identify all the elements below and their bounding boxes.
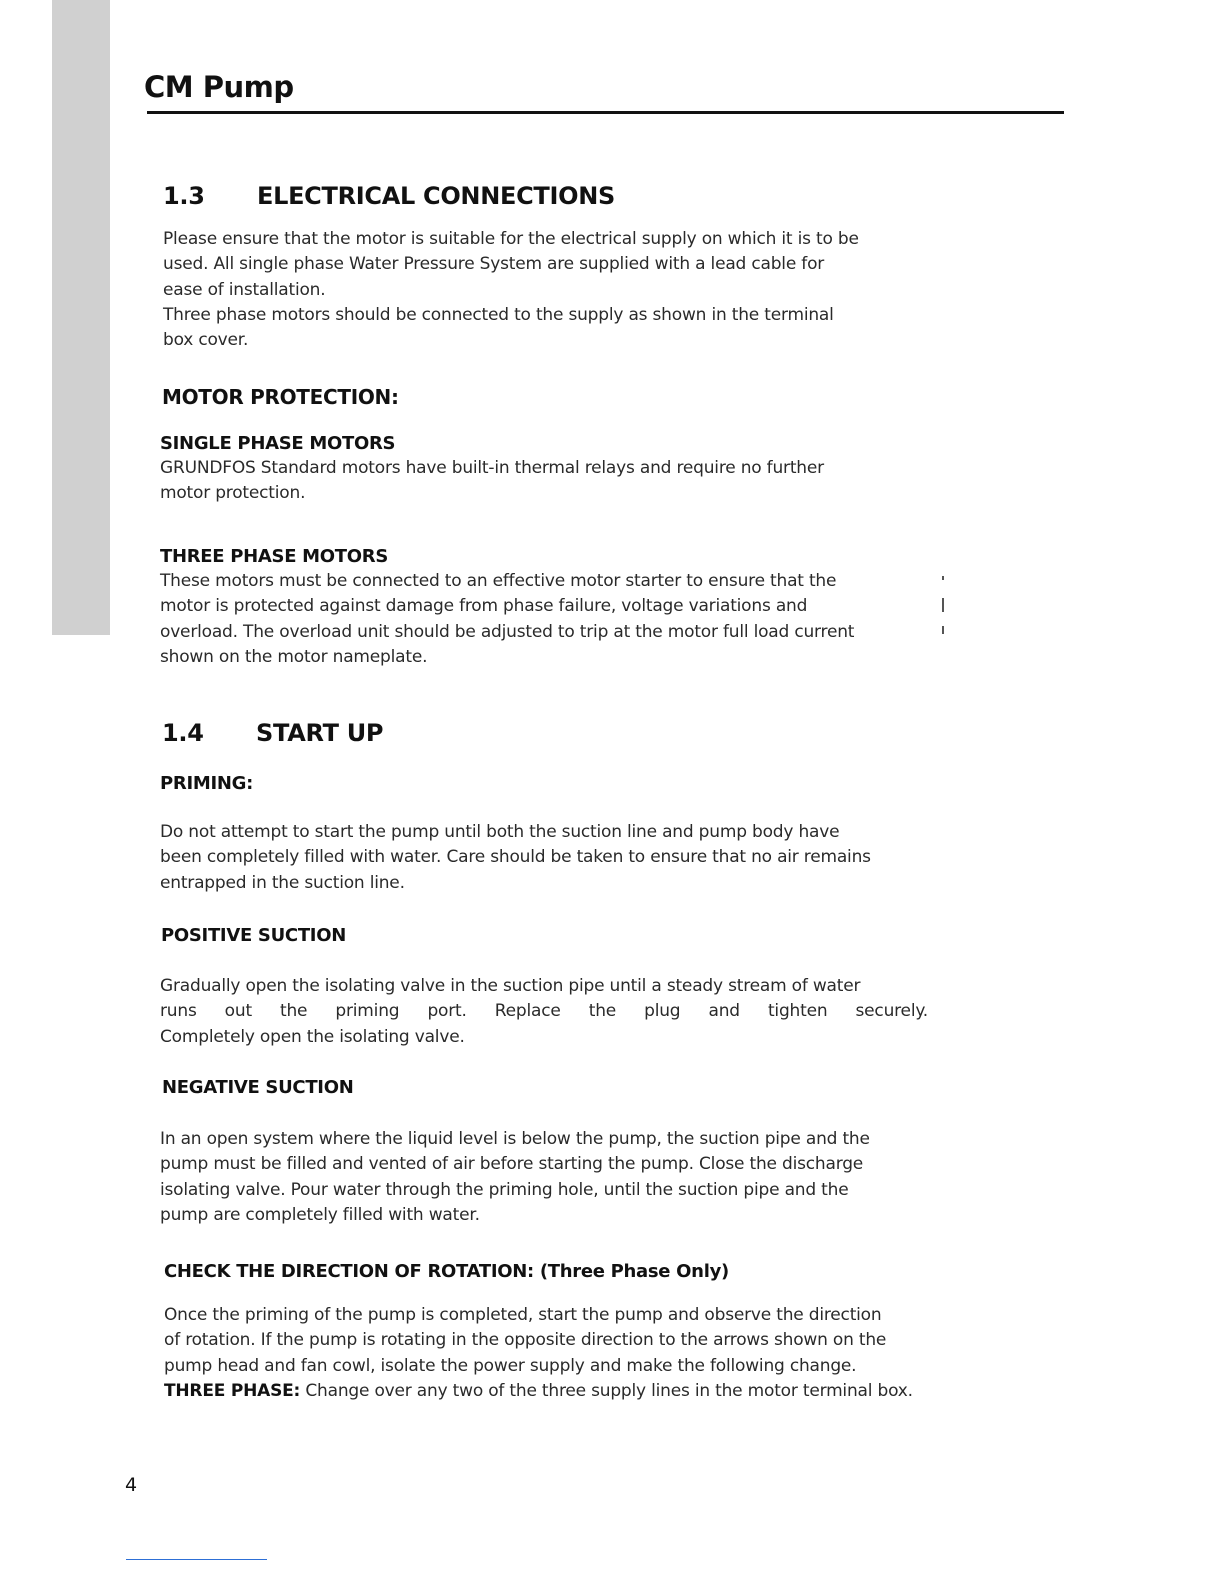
negative-suction-paragraph bbox=[160, 1127, 928, 1228]
text-line: motor protection. bbox=[160, 483, 306, 504]
text-line: Please ensure that the motor is suitable for the electrical supply on which it is to be bbox=[163, 229, 859, 249]
section-title: START UP bbox=[256, 719, 384, 747]
text-line: runs out the priming port. Replace the plug and tighten securely. bbox=[160, 1001, 928, 1022]
text-line: overload. The overload unit should be adjusted to trip at the motor full load current bbox=[160, 621, 855, 642]
text-line: Gradually open the isolating valve in the suction pipe until a steady stream of water bbox=[160, 976, 861, 996]
three-phase-instruction: Change over any two of the three supply lines in the motor terminal box. bbox=[305, 1380, 913, 1401]
text-line: Three phase motors should be connected to the supply as shown in the terminal bbox=[163, 304, 834, 325]
margin-mark bbox=[942, 576, 944, 580]
single-phase-heading: SINGLE PHASE MOTORS bbox=[160, 433, 396, 454]
single-phase-paragraph bbox=[160, 456, 928, 507]
text-line: Do not attempt to start the pump until both the suction line and pump body have bbox=[160, 822, 840, 842]
page-header-title: CM Pump bbox=[144, 70, 294, 104]
three-phase-label: THREE PHASE: bbox=[164, 1380, 301, 1401]
positive-suction-paragraph bbox=[160, 974, 928, 1050]
text-line: In an open system where the liquid level is below the pump, the suction pipe and the bbox=[160, 1129, 870, 1149]
section-number: 1.4 bbox=[162, 719, 204, 747]
margin-mark bbox=[942, 626, 944, 634]
negative-suction-heading: NEGATIVE SUCTION bbox=[162, 1077, 354, 1098]
text-line: Completely open the isolating valve. bbox=[160, 1026, 465, 1047]
text-line bbox=[164, 1379, 932, 1404]
text-line: pump head and fan cowl, isolate the power supply and make the following change. bbox=[164, 1355, 857, 1376]
section-number: 1.3 bbox=[163, 182, 205, 210]
text-line: pump must be filled and vented of air before starting the pump. Close the discharge bbox=[160, 1154, 864, 1175]
rotation-paragraph bbox=[164, 1303, 932, 1404]
header-rule bbox=[147, 111, 1064, 114]
text-line: ease of installation. bbox=[163, 279, 326, 300]
rotation-heading: CHECK THE DIRECTION OF ROTATION: (Three Phase Only) bbox=[164, 1261, 729, 1282]
text-line: Once the priming of the pump is completed, start the pump and observe the direction bbox=[164, 1305, 882, 1325]
motor-protection-heading: MOTOR PROTECTION: bbox=[162, 385, 399, 409]
page-number: 4 bbox=[125, 1474, 138, 1496]
text-line: motor is protected against damage from phase failure, voltage variations and bbox=[160, 596, 808, 617]
text-line: GRUNDFOS Standard motors have built-in thermal relays and require no further bbox=[160, 458, 824, 478]
footer-underline bbox=[126, 1559, 267, 1560]
positive-suction-heading: POSITIVE SUCTION bbox=[161, 925, 346, 946]
text-line: been completely filled with water. Care should be taken to ensure that no air remains bbox=[160, 847, 871, 868]
electrical-paragraph bbox=[163, 227, 931, 353]
text-line: isolating valve. Pour water through the priming hole, until the suction pipe and the bbox=[160, 1179, 849, 1200]
text-line: These motors must be connected to an effective motor starter to ensure that the bbox=[160, 571, 837, 591]
text-line: shown on the motor nameplate. bbox=[160, 646, 428, 667]
text-line: pump are completely filled with water. bbox=[160, 1204, 480, 1225]
section-heading-1-3 bbox=[163, 182, 763, 214]
three-phase-paragraph bbox=[160, 569, 928, 670]
section-heading-1-4 bbox=[162, 719, 762, 751]
text-line: entrapped in the suction line. bbox=[160, 872, 405, 893]
text-line: used. All single phase Water Pressure System are supplied with a lead cable for bbox=[163, 254, 825, 275]
side-thumb-tab bbox=[52, 0, 110, 635]
margin-mark bbox=[942, 598, 944, 612]
priming-heading: PRIMING: bbox=[160, 773, 253, 794]
text-line: box cover. bbox=[163, 330, 249, 351]
three-phase-heading: THREE PHASE MOTORS bbox=[160, 546, 388, 567]
section-title: ELECTRICAL CONNECTIONS bbox=[257, 182, 615, 210]
text-line: of rotation. If the pump is rotating in the opposite direction to the arrows shown on the bbox=[164, 1330, 887, 1351]
priming-paragraph bbox=[160, 820, 928, 896]
